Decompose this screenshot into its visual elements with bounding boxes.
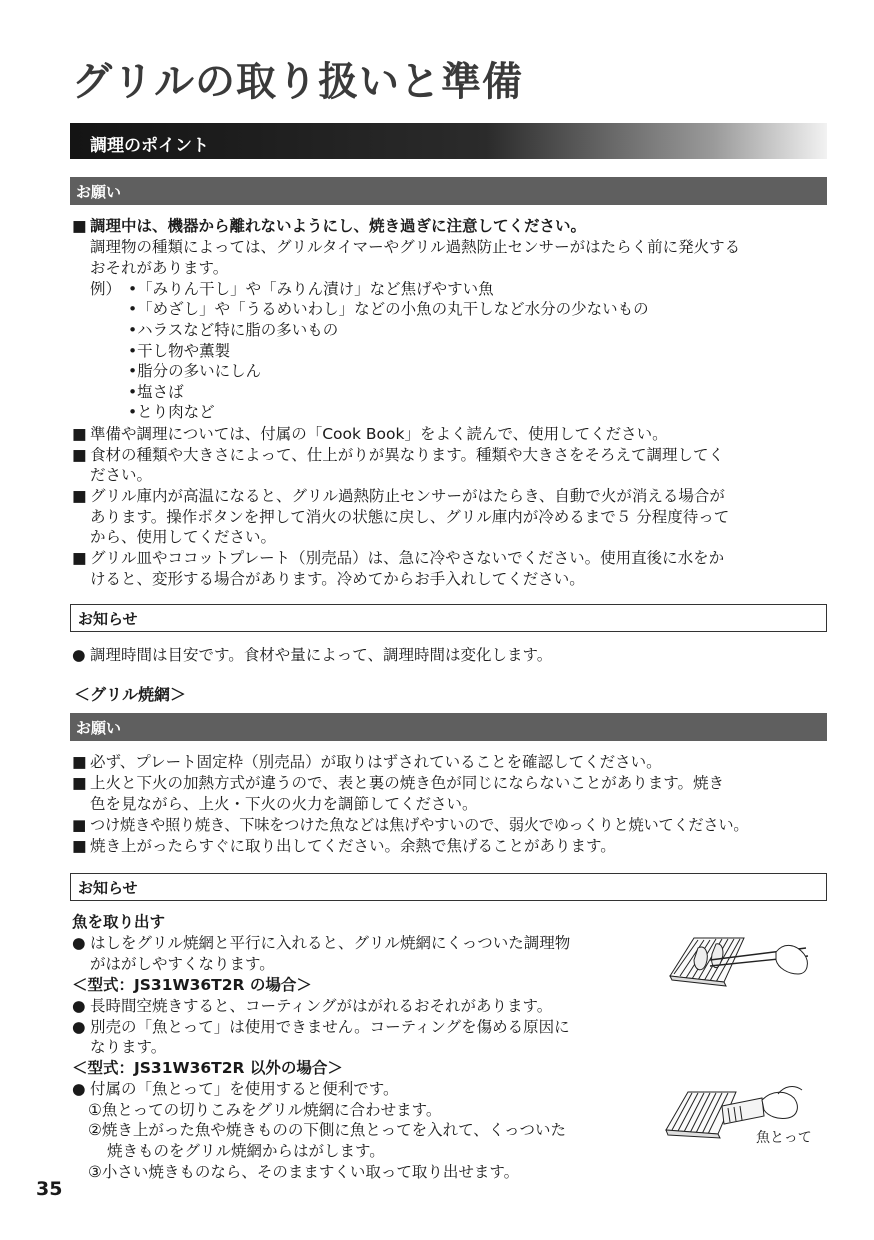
- step-item: ③小さい焼きものなら、そのまますくい取って取り出せます。: [88, 1163, 520, 1181]
- section-header: [70, 123, 827, 159]
- notice-item: ■ グリル庫内が高温になると、グリル過熱防止センサーがはたらき、自動で火が消える場合が: [72, 487, 725, 505]
- onegai-header-1: [70, 177, 827, 205]
- circle-bullet-icon: ●: [72, 934, 86, 952]
- circle-bullet-icon: ●: [72, 1080, 86, 1098]
- step-item-cont: 焼きものをグリル焼網からはがします。: [107, 1142, 385, 1160]
- example-item: •脂分の多いにしん: [128, 362, 262, 380]
- square-bullet-icon: ■: [72, 487, 87, 505]
- example-item: •「みりん干し」や「みりん漬け」など焦げやすい魚: [128, 280, 494, 298]
- info-item: ● 調理時間は目安です。食材や量によって、調理時間は変化します。: [72, 646, 553, 664]
- notice-item: ■ つけ焼きや照り焼き、下味をつけた魚などは焦げやすいので、弱火でゆっくりと焼いてください。: [72, 816, 749, 834]
- square-bullet-icon: ■: [72, 446, 87, 464]
- oshirase-label: お知らせ: [78, 610, 138, 628]
- circle-bullet-icon: ●: [72, 646, 86, 664]
- info-item-cont: なります。: [90, 1038, 167, 1056]
- onegai-label: お願い: [76, 183, 122, 201]
- section-header-label: 調理のポイント: [90, 136, 209, 156]
- square-bullet-icon: ■: [72, 774, 87, 792]
- notice-item-cont: ださい。: [90, 466, 153, 484]
- caution-line: ■ 調理中は、機器から離れないようにし、焼き過ぎに注意してください。: [72, 217, 587, 235]
- square-bullet-icon: ■: [72, 425, 87, 443]
- onegai-label: お願い: [76, 719, 122, 737]
- oshirase-header-2: [70, 873, 827, 901]
- notice-item: ■ グリル皿やココットプレート（別売品）は、急に冷やさないでください。使用直後に水をか: [72, 549, 725, 567]
- chopsticks-grill-illustration: [664, 930, 824, 990]
- notice-item-cont: 色を見ながら、上火・下火の火力を調節してください。: [90, 795, 478, 813]
- model-heading: ＜型式：JS31W36T2R 以外の場合＞: [72, 1059, 343, 1077]
- oshirase-label: お知らせ: [78, 879, 138, 897]
- page-number: 35: [36, 1178, 63, 1200]
- notice-item-cont: から、使用してください。: [90, 528, 277, 546]
- notice-item-cont: けると、変形する場合があります。冷めてからお手入れしてください。: [90, 570, 585, 588]
- notice-item: ■ 焼き上がったらすぐに取り出してください。余熱で焦げることがあります。: [72, 837, 616, 855]
- oshirase-header-1: [70, 604, 827, 632]
- notice-item: ■ 食材の種類や大きさによって、仕上がりが異なります。種類や大きさをそろえて調理してく: [72, 446, 724, 464]
- info-item: ● 長時間空焼きすると、コーティングがはがれるおそれがあります。: [72, 997, 553, 1015]
- example-item: •塩さば: [128, 383, 184, 401]
- onegai-header-2: [70, 713, 827, 741]
- info-item: ● 付属の「魚とって」を使用すると便利です。: [72, 1080, 399, 1098]
- examples-prefix: 例）: [90, 280, 122, 298]
- example-item: •干し物や薫製: [128, 342, 231, 360]
- model-heading: ＜型式：JS31W36T2R の場合＞: [72, 976, 312, 994]
- info-item: ● はしをグリル焼網と平行に入れると、グリル焼網にくっついた調理物: [72, 934, 571, 952]
- step-item: ②焼き上がった魚や焼きものの下側に魚とってを入れて、くっついた: [88, 1121, 566, 1139]
- square-bullet-icon: ■: [72, 217, 87, 235]
- example-item: •とり肉など: [128, 403, 215, 421]
- caution-body-line: 調理物の種類によっては、グリルタイマーやグリル過熱防止センサーがはたらく前に発火する: [90, 238, 741, 256]
- fish-tool-caption: 魚とって: [756, 1130, 812, 1146]
- grill-net-heading: ＜グリル焼網＞: [74, 685, 187, 704]
- fish-removal-heading: 魚を取り出す: [72, 913, 166, 931]
- square-bullet-icon: ■: [72, 753, 87, 771]
- square-bullet-icon: ■: [72, 816, 87, 834]
- caution-body-line: おそれがあります。: [90, 259, 229, 277]
- notice-item-cont: あります。操作ボタンを押して消火の状態に戻し、グリル庫内が冷めるまで５ 分程度待って: [90, 508, 730, 526]
- circle-bullet-icon: ●: [72, 997, 86, 1015]
- example-item: •「めざし」や「うるめいわし」などの小魚の丸干しなど水分の少ないもの: [128, 300, 649, 318]
- page-title: グリルの取り扱いと準備: [72, 59, 523, 105]
- info-item: ● 別売の「魚とって」は使用できません。コーティングを傷める原因に: [72, 1018, 570, 1036]
- notice-item: ■ 準備や調理については、付属の「Cook Book」をよく読んで、使用してください。: [72, 425, 668, 443]
- notice-item: ■ 必ず、プレート固定枠（別売品）が取りはずされていることを確認してください。: [72, 753, 662, 771]
- step-item: ①魚とっての切りこみをグリル焼網に合わせます。: [88, 1101, 442, 1119]
- circle-bullet-icon: ●: [72, 1018, 86, 1036]
- example-item: •ハラスなど特に脂の多いもの: [128, 321, 339, 339]
- square-bullet-icon: ■: [72, 549, 87, 567]
- info-item-cont: がはがしやすくなります。: [90, 955, 275, 973]
- notice-item: ■ 上火と下火の加熱方式が違うので、表と裏の焼き色が同じにならないことがあります。焼き: [72, 774, 724, 792]
- square-bullet-icon: ■: [72, 837, 87, 855]
